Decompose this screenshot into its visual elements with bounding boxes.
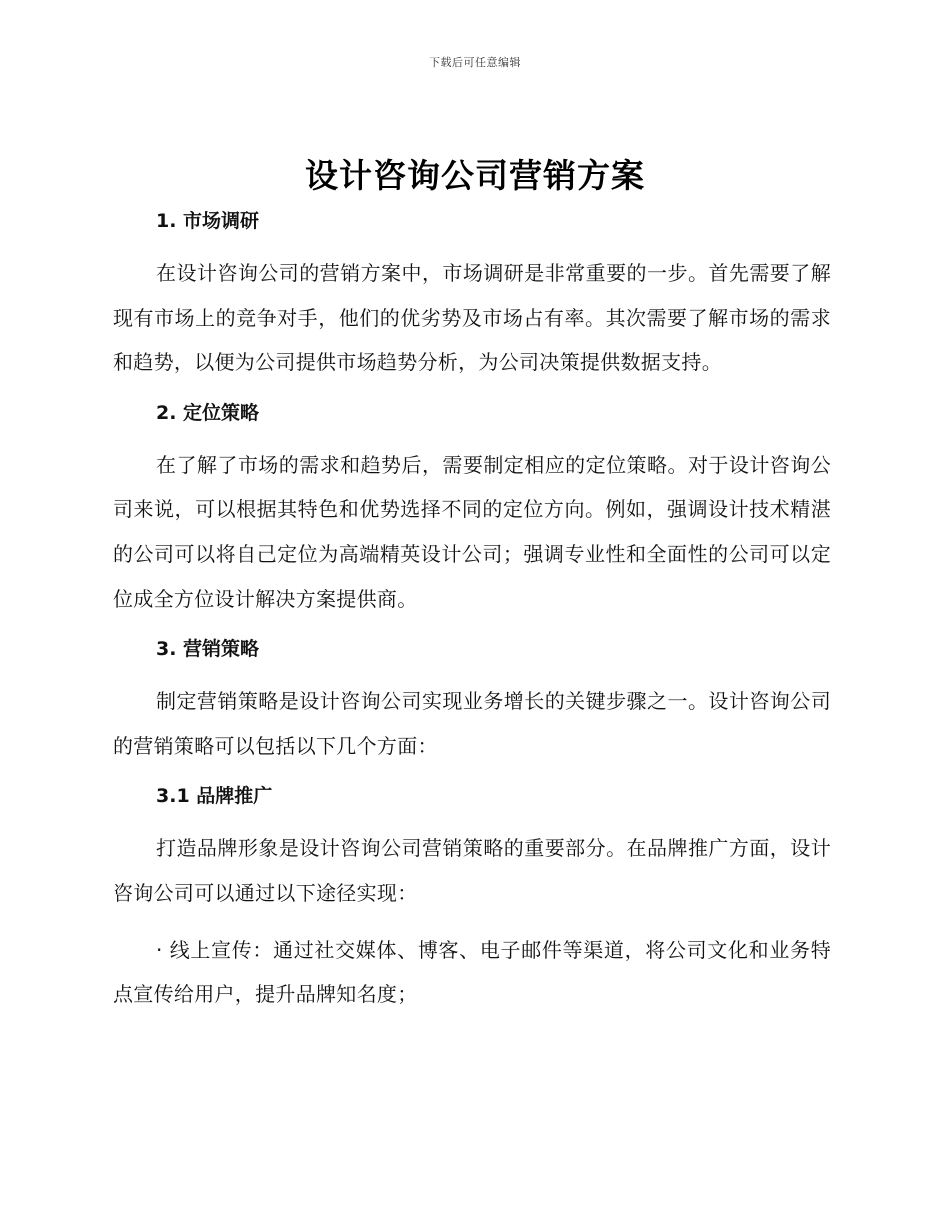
- section-heading-market-research: 1. 市场调研: [156, 210, 260, 232]
- bullet-online-promotion: · 线上宣传：通过社交媒体、博客、电子邮件等渠道，将公司文化和业务特点宣传给用户，提升品牌知名度；: [113, 937, 831, 1007]
- section-paragraph-brand-promotion: 打造品牌形象是设计咨询公司营销策略的重要部分。在品牌推广方面，设计咨询公司可以通过以下途径实现：: [113, 836, 831, 905]
- document-title: 设计咨询公司营销方案: [305, 156, 645, 195]
- section-heading-positioning: 2. 定位策略: [156, 401, 260, 424]
- section-heading-marketing-strategy: 3. 营销策略: [156, 638, 260, 661]
- page-header-note: 下载后可任意编辑: [429, 56, 521, 69]
- section-paragraph-positioning: 在了解了市场的需求和趋势后，需要制定相应的定位策略。对于设计咨询公司来说，可以根据其特色和优势选择不同的定位方向。例如，强调设计技术精湛的公司可以将自己定位为高端精英设计公司；强调专业性和全面性的公司可以定位成全方位设计解决方案提供商。: [113, 452, 831, 611]
- section-paragraph-market-research: 在设计咨询公司的营销方案中，市场调研是非常重要的一步。首先需要了解现有市场上的竞争对手，他们的优劣势及市场占有率。其次需要了解市场的需求和趋势，以便为公司提供市场趋势分析，为公司决策提供数据支持。: [113, 261, 831, 375]
- section-paragraph-marketing-strategy: 制定营销策略是设计咨询公司实现业务增长的关键步骤之一。设计咨询公司的营销策略可以包括以下几个方面：: [113, 689, 831, 758]
- document-body: [113, 205, 831, 1017]
- section-heading-brand-promotion: 3.1 品牌推广: [156, 785, 273, 808]
